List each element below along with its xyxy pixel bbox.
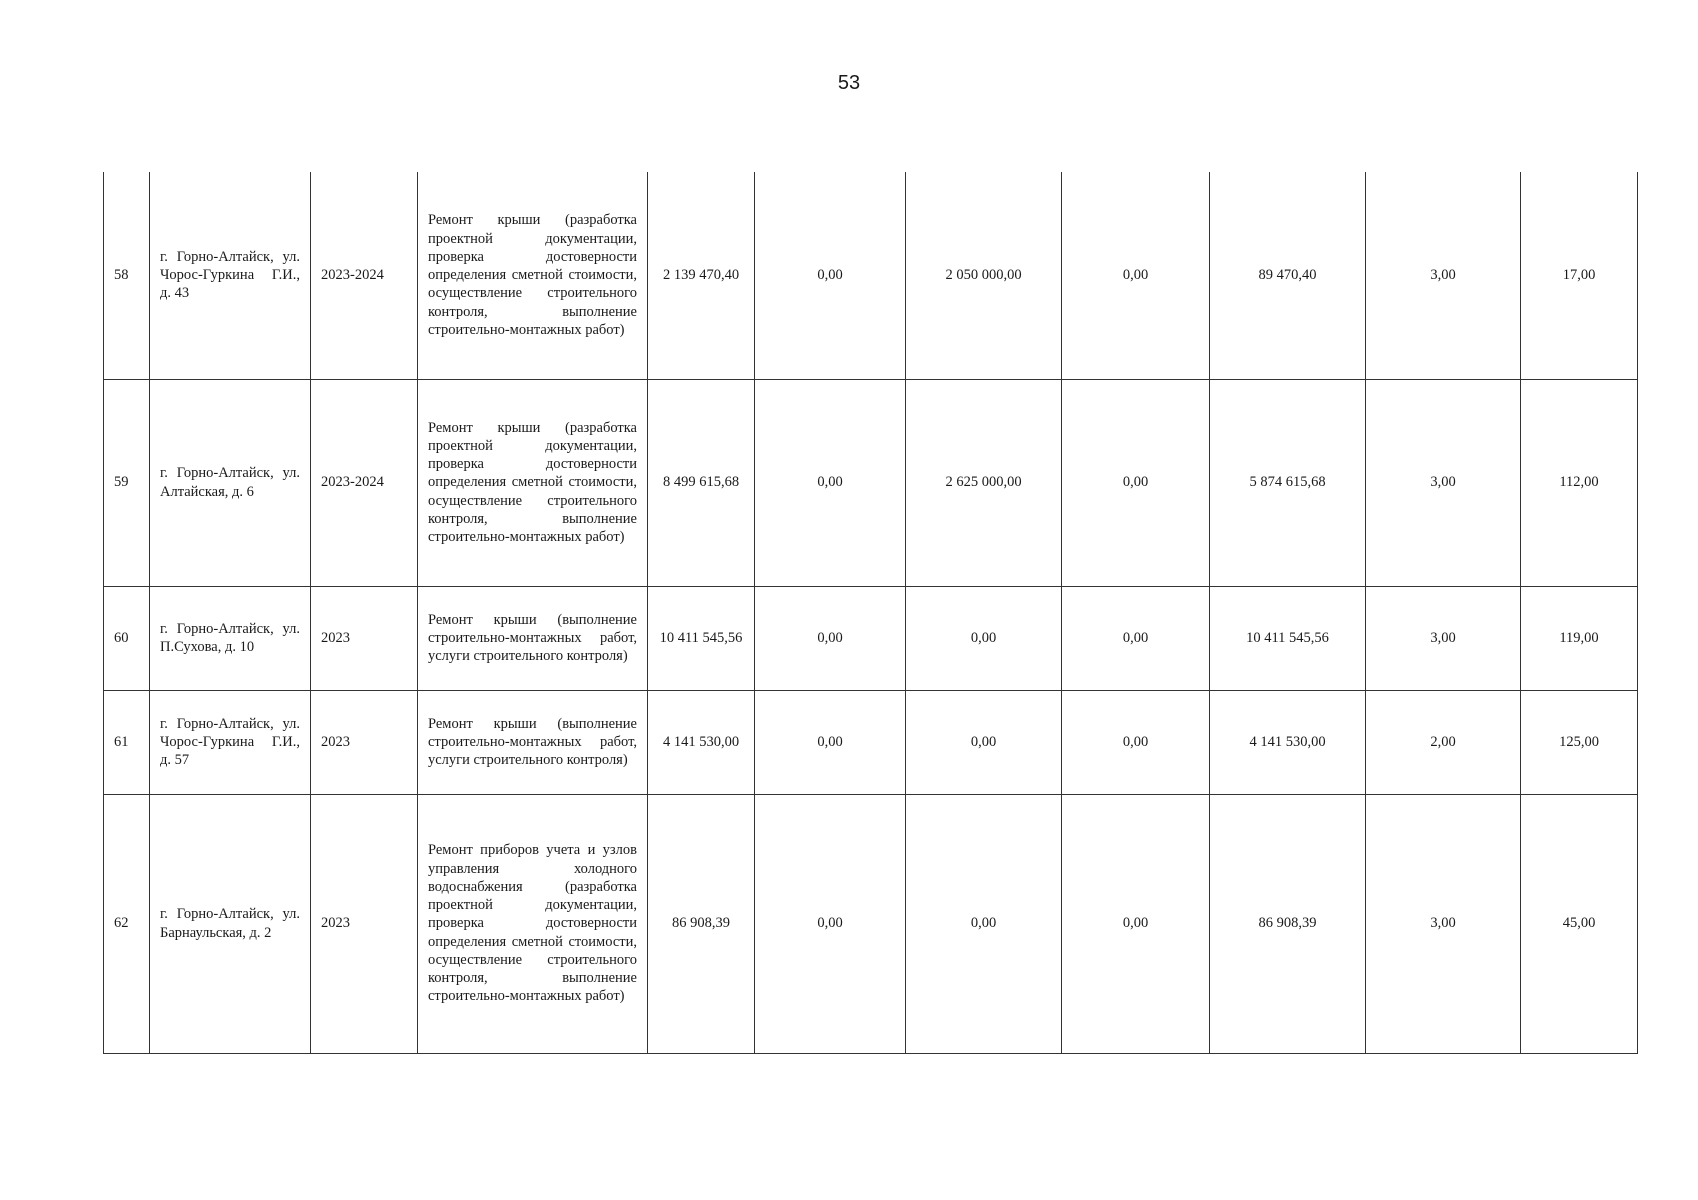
row-value-2: 0,00	[906, 586, 1062, 690]
row-value-6: 125,00	[1521, 690, 1638, 794]
row-period: 2023	[311, 586, 418, 690]
row-value-5: 3,00	[1366, 794, 1521, 1053]
row-value-4: 10 411 545,56	[1210, 586, 1366, 690]
row-value-3: 0,00	[1062, 794, 1210, 1053]
table-row	[104, 586, 1638, 690]
row-total-cost: 4 141 530,00	[648, 690, 755, 794]
row-total-cost: 8 499 615,68	[648, 379, 755, 586]
row-work-description: Ремонт крыши (разработка проектной документации, проверка достоверности определения сметной стоимости, осуществление строительного контроля, выполнение строительно-монтажных работ)	[418, 172, 648, 379]
row-value-4: 4 141 530,00	[1210, 690, 1366, 794]
row-number: 62	[104, 794, 150, 1053]
row-value-5: 2,00	[1366, 690, 1521, 794]
row-value-3: 0,00	[1062, 172, 1210, 379]
row-value-5: 3,00	[1366, 379, 1521, 586]
row-work-description: Ремонт крыши (выполнение строительно-монтажных работ, услуги строительного контроля)	[418, 690, 648, 794]
row-value-3: 0,00	[1062, 586, 1210, 690]
row-address: г. Горно-Алтайск, ул. Барнаульская, д. 2	[150, 794, 311, 1053]
row-total-cost: 86 908,39	[648, 794, 755, 1053]
row-number: 59	[104, 379, 150, 586]
row-value-4: 89 470,40	[1210, 172, 1366, 379]
row-value-3: 0,00	[1062, 379, 1210, 586]
row-work-description: Ремонт крыши (разработка проектной документации, проверка достоверности определения сметной стоимости, осуществление строительного контроля, выполнение строительно-монтажных работ)	[418, 379, 648, 586]
row-value-1: 0,00	[755, 379, 906, 586]
row-period: 2023	[311, 794, 418, 1053]
row-period: 2023	[311, 690, 418, 794]
row-address: г. Горно-Алтайск, ул. Алтайская, д. 6	[150, 379, 311, 586]
row-value-6: 112,00	[1521, 379, 1638, 586]
row-value-5: 3,00	[1366, 586, 1521, 690]
row-value-2: 0,00	[906, 690, 1062, 794]
row-address: г. Горно-Алтайск, ул. П.Сухова, д. 10	[150, 586, 311, 690]
row-value-3: 0,00	[1062, 690, 1210, 794]
row-value-1: 0,00	[755, 586, 906, 690]
row-work-description: Ремонт крыши (выполнение строительно-монтажных работ, услуги строительного контроля)	[418, 586, 648, 690]
row-period: 2023-2024	[311, 172, 418, 379]
row-work-description: Ремонт приборов учета и узлов управления холодного водоснабжения (разработка проектной документации, проверка достоверности определения сметной стоимости, осуществление строительного контроля, выполнение строительно-монтажных работ)	[418, 794, 648, 1053]
row-number: 58	[104, 172, 150, 379]
row-address: г. Горно-Алтайск, ул. Чорос-Гуркина Г.И., д. 57	[150, 690, 311, 794]
table-row	[104, 794, 1638, 1053]
row-value-5: 3,00	[1366, 172, 1521, 379]
row-value-4: 86 908,39	[1210, 794, 1366, 1053]
table-row	[104, 690, 1638, 794]
page-number: 53	[837, 72, 861, 94]
row-value-1: 0,00	[755, 172, 906, 379]
row-value-6: 45,00	[1521, 794, 1638, 1053]
row-value-1: 0,00	[755, 794, 906, 1053]
row-period: 2023-2024	[311, 379, 418, 586]
row-number: 61	[104, 690, 150, 794]
row-value-6: 119,00	[1521, 586, 1638, 690]
table-row	[104, 172, 1638, 379]
row-total-cost: 2 139 470,40	[648, 172, 755, 379]
row-total-cost: 10 411 545,56	[648, 586, 755, 690]
row-number: 60	[104, 586, 150, 690]
row-value-2: 2 625 000,00	[906, 379, 1062, 586]
table-row	[104, 379, 1638, 586]
works-table	[103, 172, 1638, 1054]
row-value-2: 0,00	[906, 794, 1062, 1053]
row-value-1: 0,00	[755, 690, 906, 794]
row-value-6: 17,00	[1521, 172, 1638, 379]
row-address: г. Горно-Алтайск, ул. Чорос-Гуркина Г.И., д. 43	[150, 172, 311, 379]
row-value-2: 2 050 000,00	[906, 172, 1062, 379]
row-value-4: 5 874 615,68	[1210, 379, 1366, 586]
